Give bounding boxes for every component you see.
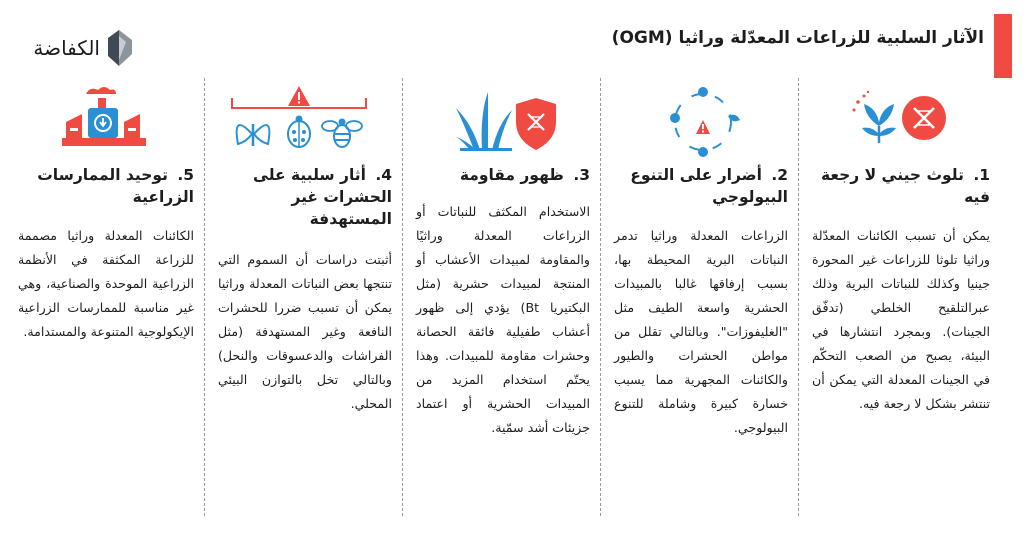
column-body-text: يمكن أن تسبب الكائنات المعدّلة وراثيا تلوثا للزراعات غير المحورة جينيا وكذلك للنباتات البرية وذلك عبرالتلقيح الخلطي (تدفّق الجينات). وبمجرد انتشارها في البيئة، يصبح من الصعب التحكّم في الجينات المعدلة التي يمكن أن تنتشر بشكل لا رجعة فيه.	[812, 228, 990, 411]
page-title: الآثار السلبية للزراعات المعدّلة وراثيا (OGM)	[611, 28, 984, 48]
factory-icon	[60, 84, 150, 154]
column-resistance	[408, 78, 600, 528]
logo	[16, 30, 136, 66]
column-biodiversity	[606, 78, 798, 528]
column-genetic-pollution	[804, 78, 1000, 528]
column-title-text: أضرار على التنوع البيولوجي	[630, 166, 788, 206]
column-number: 4.	[375, 166, 392, 184]
column-body-text: الزراعات المعدلة وراثيا تدمر النباتات البرية المحيطة بها، بسبب إرفاقها غالبا بالمبيدات الحشرية واسعة الطيف مثل "الغليفوزات". وبالتالي تقلل من مواطن الحشرات والطيور والكائنات المجهرية مما يسبب خسارة كبيرة وشاملة للتنوع البيولوجي.	[614, 228, 788, 435]
flower-dna-icon	[844, 88, 954, 158]
column-number: 3.	[573, 166, 590, 184]
column-standardization	[10, 78, 204, 528]
logo-text: الكفاضة	[33, 36, 100, 60]
logo-mark-icon	[104, 30, 134, 66]
column-divider	[402, 78, 403, 516]
column-divider	[600, 78, 601, 516]
column-number: 5.	[177, 166, 194, 184]
column-body-text: الاستخدام المكثف للنباتات أو الزراعات المعدلة وراثيًا والمقاومة لمبيدات الأعشاب أو المنتجة لمبيدات حشرية (مثل البكتيريا Bt) يؤدي إلى ظهور أعشاب طفيلية فائقة الحصانة وحشرات مقاومة للمبيدات. وهذا يحتّم استخدام المزيد من المبيدات الحشرية أو اعتماد جزيئات أشد سمّية.	[416, 204, 590, 435]
column-title-text: توحيد الممارسات الزراعية	[37, 166, 194, 206]
grass-shield-icon	[454, 84, 564, 158]
biodiversity-cycle-icon	[658, 82, 748, 162]
column-title-text: أثار سلبية على الحشرات غير المستهدفة	[253, 166, 392, 228]
column-number: 2.	[771, 166, 788, 184]
column-number: 1.	[973, 166, 990, 184]
column-divider	[798, 78, 799, 516]
column-divider	[204, 78, 205, 516]
column-title-text: ظهور مقاومة	[459, 166, 564, 184]
column-title	[220, 164, 392, 230]
column-title-text: تلوث جيني لا رجعة فيه	[820, 166, 990, 206]
column-title	[814, 164, 990, 208]
column-non-target-insects	[210, 78, 402, 528]
insects-warning-icon	[224, 82, 374, 154]
column-body-text: الكائنات المعدلة وراثيا مصممة للزراعة المكثفة في الأنظمة الزراعية الموحدة والصناعية، وهي غير مناسبة للممارسات الزراعية الإيكولوجية المتنوعة والمستدامة.	[18, 228, 194, 339]
column-title	[418, 164, 590, 186]
column-title	[616, 164, 788, 208]
title-accent-bar	[994, 14, 1012, 78]
column-body-text: أثبتت دراسات أن السموم التي تنتجها بعض النباتات المعدلة وراثيا يمكن أن تسبب ضررا للحشرات النافعة وغير المستهدفة (مثل الفراشات والدعسوقات والنحل) وبالتالي تخل بالتوازن البيئي المحلي.	[218, 252, 392, 411]
column-title	[20, 164, 194, 208]
